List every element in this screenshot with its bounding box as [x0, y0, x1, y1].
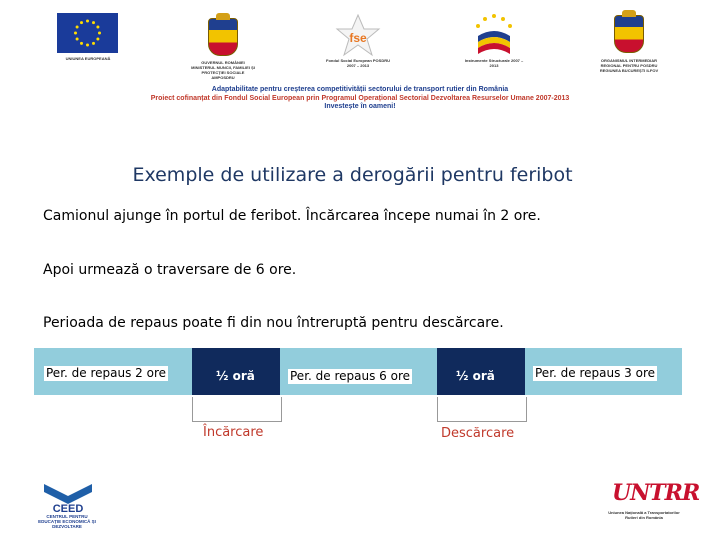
- paragraph-2: Apoi urmează o traversare de 6 ore.: [43, 262, 297, 278]
- paragraph-3: Perioada de repaus poate fi din nou întreruptă pentru descărcare.: [43, 315, 504, 331]
- fse-logo-caption: Fondul Social European POSDRU 2007 – 2013: [326, 58, 391, 68]
- unloading-bracket: [437, 397, 527, 422]
- regional-crest-caption: ORGANISMUL INTERMEDIAR REGIONAL PENTRU POSDRU REGIUNEA BUCUREȘTI ILFOV: [599, 58, 659, 73]
- untrr-logo-icon: UNTRR: [612, 480, 700, 506]
- ceed-logo-caption: CENTRUL PENTRU EDUCAȚIE ECONOMICĂ ȘI DEZVOLTARE: [38, 514, 96, 529]
- paragraph-1: Camionul ajunge în portul de feribot. Încărcarea începe numai în 2 ore.: [43, 208, 541, 224]
- timeline-rest-label-2: Per. de repaus 6 ore: [290, 369, 411, 383]
- loading-bracket: [192, 397, 282, 422]
- government-crest-caption: GUVERNUL ROMÂNIEI MINISTERUL MUNCII, FAMILIEI ȘI PROTECȚIEI SOCIALE AMPOSDRU: [191, 60, 255, 80]
- eu-flag-caption: UNIUNEA EUROPEANĂ: [65, 56, 111, 61]
- untrr-logo-caption: Uniunea Națională a Transportatorilor Rutieri din România: [608, 510, 680, 520]
- project-line-1: Adaptabilitate pentru creșterea competitivității sectorului de transport rutier din România: [211, 86, 509, 93]
- ceed-logo-word: CEED: [52, 503, 84, 514]
- loading-label: Încărcare: [203, 425, 264, 440]
- government-crest-icon: [208, 18, 238, 56]
- slide-title: Exemple de utilizare a derogării pentru feribot: [132, 164, 573, 186]
- regional-crest-icon: [614, 15, 644, 53]
- structural-instruments-icon: [470, 12, 518, 58]
- timeline-work-label-1: ½ oră: [216, 369, 255, 383]
- timeline-rest-label-3: Per. de repaus 3 ore: [535, 366, 656, 380]
- svg-text:fse: fse: [349, 31, 367, 45]
- unloading-label: Descărcare: [441, 426, 515, 441]
- structural-instruments-caption: Instrumente Structurale 2007 – 2013: [464, 58, 524, 68]
- project-line-2: Proiect cofinanțat din Fondul Social European prin Programul Operațional Sectorial Dezvoltarea Resurselor Umane 2007-2013: [150, 94, 570, 102]
- eu-flag-icon: [57, 13, 118, 53]
- timeline-work-label-2: ½ oră: [456, 369, 495, 383]
- ceed-logo-icon: [42, 482, 94, 514]
- project-line-3: Investește în oameni!: [324, 103, 396, 110]
- fse-logo-icon: [334, 14, 382, 58]
- timeline-rest-label-1: Per. de repaus 2 ore: [46, 366, 167, 380]
